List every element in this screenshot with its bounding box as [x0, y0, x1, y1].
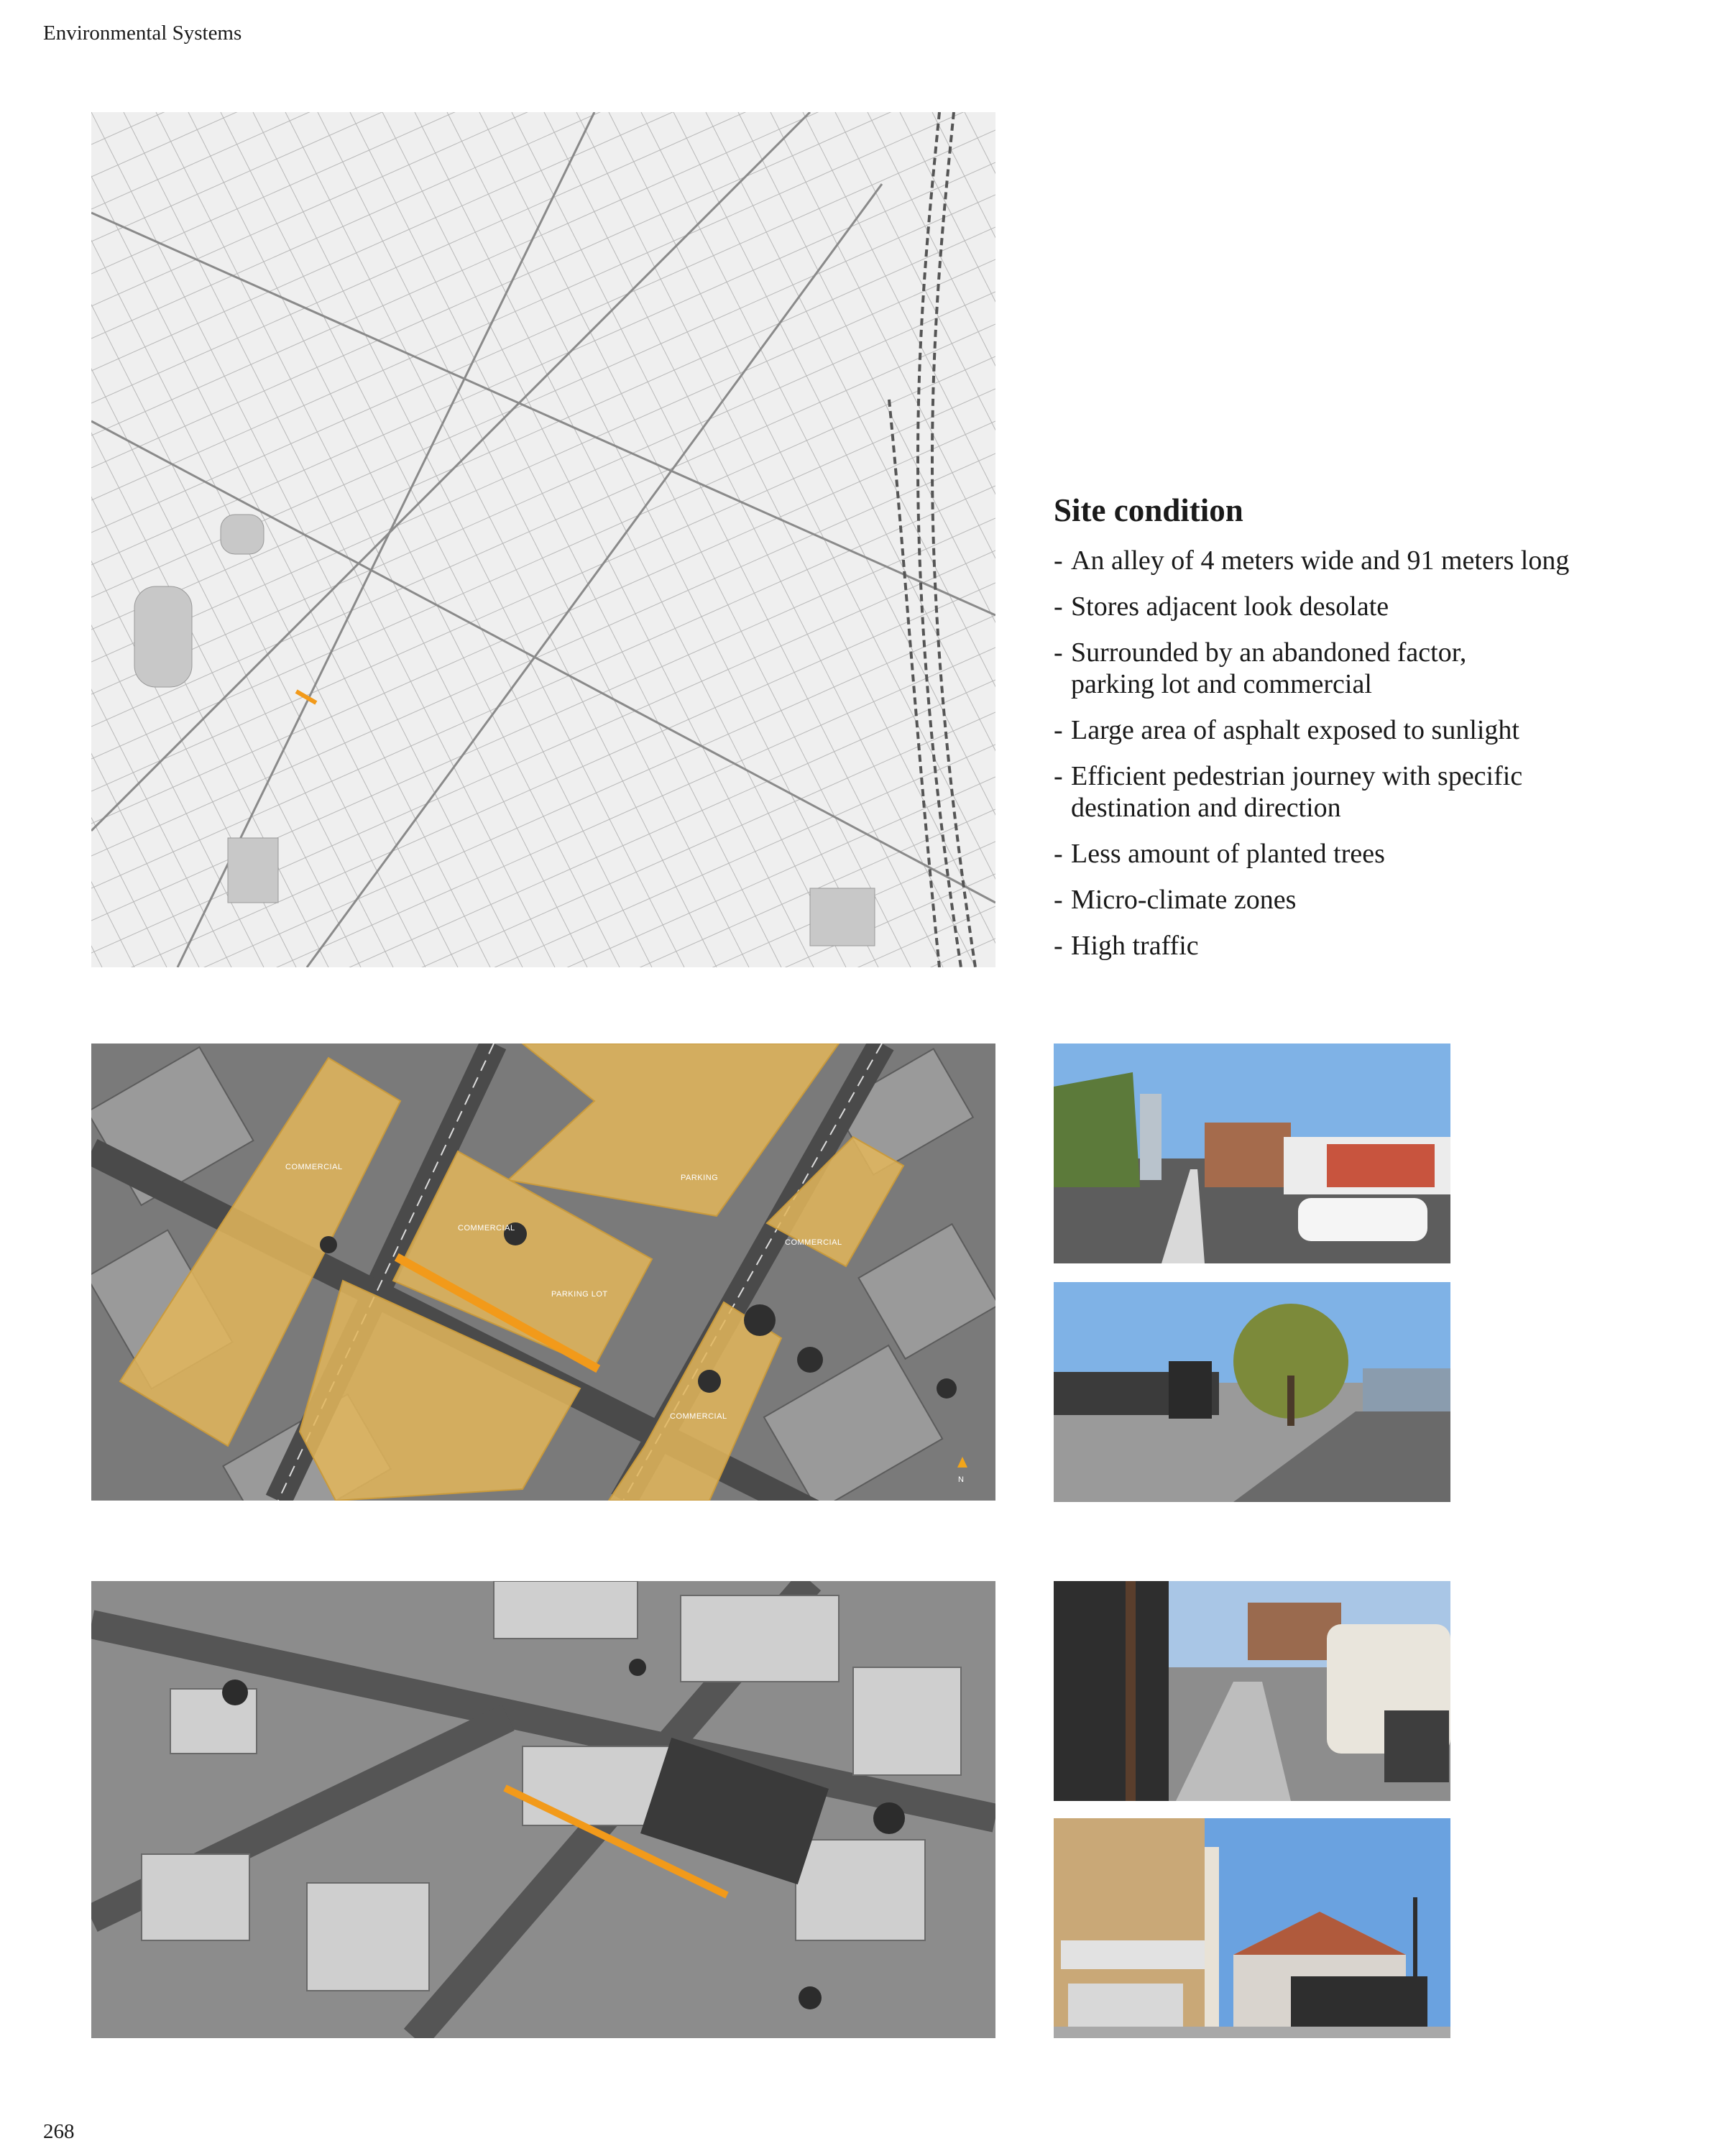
list-item-text: An alley of 4 meters wide and 91 meters long	[1071, 545, 1570, 576]
city-street-map	[91, 112, 995, 967]
alley-photo-2	[1054, 1818, 1450, 2038]
list-item: - Efficient pedestrian journey with specific destination and direction	[1054, 760, 1686, 824]
annotated-aerial-view	[91, 1044, 995, 1501]
street-photo-2	[1054, 1282, 1450, 1502]
parking-label: PARKING	[681, 1174, 719, 1182]
commercial-label-3: COMMERCIAL	[785, 1238, 842, 1247]
commercial-label-2: COMMERCIAL	[458, 1224, 515, 1233]
list-item: - Surrounded by an abandoned factor, parking lot and commercial	[1054, 637, 1686, 700]
list-item-text: Less amount of planted trees	[1071, 839, 1385, 869]
list-item-text: Large area of asphalt exposed to sunlight	[1071, 715, 1519, 745]
list-item-text: Surrounded by an abandoned factor, parking lot and commercial	[1071, 637, 1467, 699]
commercial-label-1: COMMERCIAL	[285, 1163, 343, 1171]
parking-lot-label: PARKING LOT	[551, 1290, 608, 1299]
alley-photo-1	[1054, 1581, 1450, 1801]
street-photo-1	[1054, 1044, 1450, 1263]
oblique-aerial-view	[91, 1581, 995, 2038]
site-condition-title: Site condition	[1054, 492, 1243, 528]
list-item: - Large area of asphalt exposed to sunlight	[1054, 714, 1686, 746]
list-item: - High traffic	[1054, 930, 1686, 962]
page-number: 268	[43, 2120, 75, 2143]
list-item-text: Stores adjacent look desolate	[1071, 591, 1389, 622]
list-item-text: Efficient pedestrian journey with specific destination and direction	[1071, 761, 1523, 823]
site-condition-list	[1054, 545, 1686, 976]
commercial-label-4: COMMERCIAL	[670, 1412, 727, 1421]
section-title: Environmental Systems	[43, 22, 242, 45]
list-item: - Stores adjacent look desolate	[1054, 591, 1686, 622]
list-item-text: High traffic	[1071, 931, 1199, 961]
list-item: - An alley of 4 meters wide and 91 meters long	[1054, 545, 1686, 576]
list-item: - Less amount of planted trees	[1054, 838, 1686, 870]
list-item-text: Micro-climate zones	[1071, 885, 1297, 915]
north-label: N	[958, 1475, 965, 1484]
list-item: - Micro-climate zones	[1054, 884, 1686, 916]
